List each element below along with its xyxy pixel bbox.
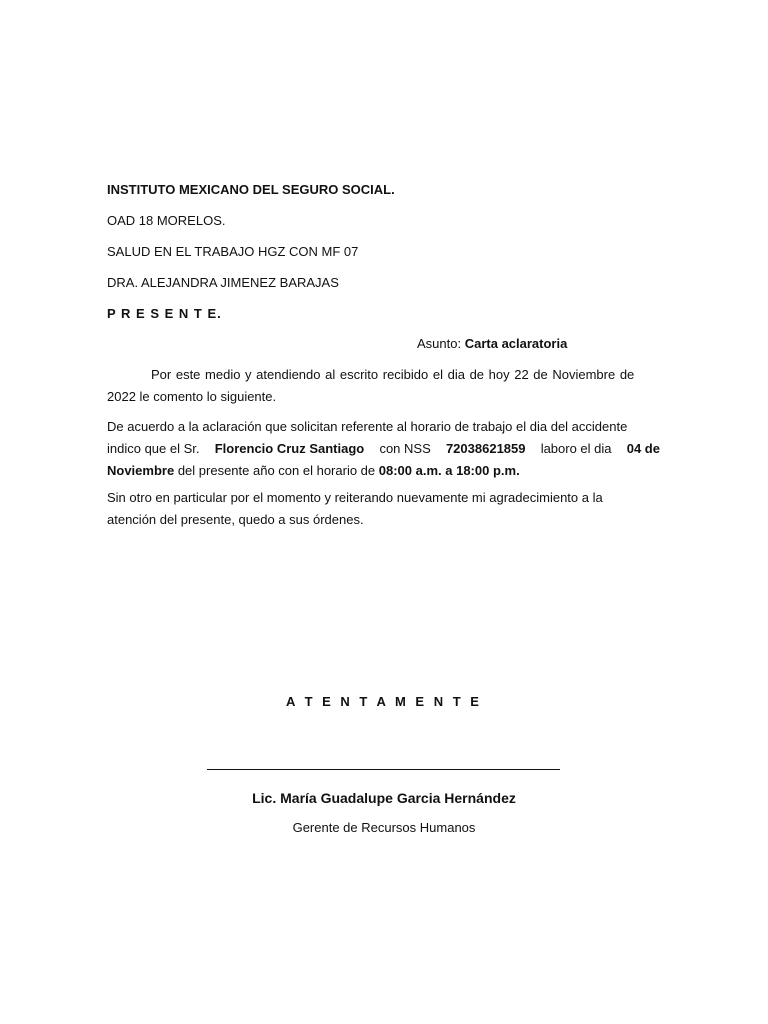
paragraph-closing-line1: Sin otro en particular por el momento y reiterando nuevamente mi agradecimiento a la <box>107 490 603 505</box>
paragraph-clarification-line3 <box>107 460 660 482</box>
work-schedule: 08:00 a.m. a 18:00 p.m. <box>378 463 520 478</box>
text-horario: del presente año con el horario de <box>177 463 376 478</box>
paragraph-clarification <box>107 416 660 482</box>
presente-heading: P R E S E N T E. <box>107 306 222 321</box>
recipient-department: SALUD EN EL TRABAJO HGZ CON MF 07 <box>107 244 359 259</box>
text-con-nss: con NSS <box>379 441 431 456</box>
employee-name: Florencio Cruz Santiago <box>214 441 365 456</box>
signer-name: Lic. María Guadalupe Garcia Hernández <box>252 790 516 806</box>
text-indico: indico que el Sr. <box>107 441 200 456</box>
text-laboro: laboro el dia <box>540 441 612 456</box>
paragraph-intro-line2: 2022 le comento lo siguiente. <box>107 389 277 404</box>
atentamente-heading: A T E N T A M E N T E <box>286 694 482 709</box>
subject-value: Carta aclaratoria <box>464 336 568 351</box>
accident-day: 04 de <box>626 441 660 456</box>
subject-label: Asunto: <box>417 336 462 351</box>
paragraph-intro-line1: Por este medio y atendiendo al escrito recibido el dia de hoy 22 de Noviembre de <box>151 367 635 382</box>
paragraph-clarification-line1: De acuerdo a la aclaración que solicitan referente al horario de trabajo el dia del accidente <box>107 419 628 434</box>
recipient-office: OAD 18 MORELOS. <box>107 213 226 228</box>
paragraph-closing-line2: atención del presente, quedo a sus órdenes. <box>107 512 364 527</box>
paragraph-intro <box>107 364 660 408</box>
recipient-institution: INSTITUTO MEXICANO DEL SEGURO SOCIAL. <box>107 182 395 197</box>
nss-number: 72038621859 <box>445 441 526 456</box>
paragraph-clarification-line2 <box>107 438 660 460</box>
recipient-person: DRA. ALEJANDRA JIMENEZ BARAJAS <box>107 275 339 290</box>
signer-title: Gerente de Recursos Humanos <box>292 820 476 835</box>
paragraph-closing <box>107 487 660 531</box>
signature-line <box>207 769 560 770</box>
subject-line <box>417 336 567 352</box>
accident-month: Noviembre <box>107 463 175 478</box>
